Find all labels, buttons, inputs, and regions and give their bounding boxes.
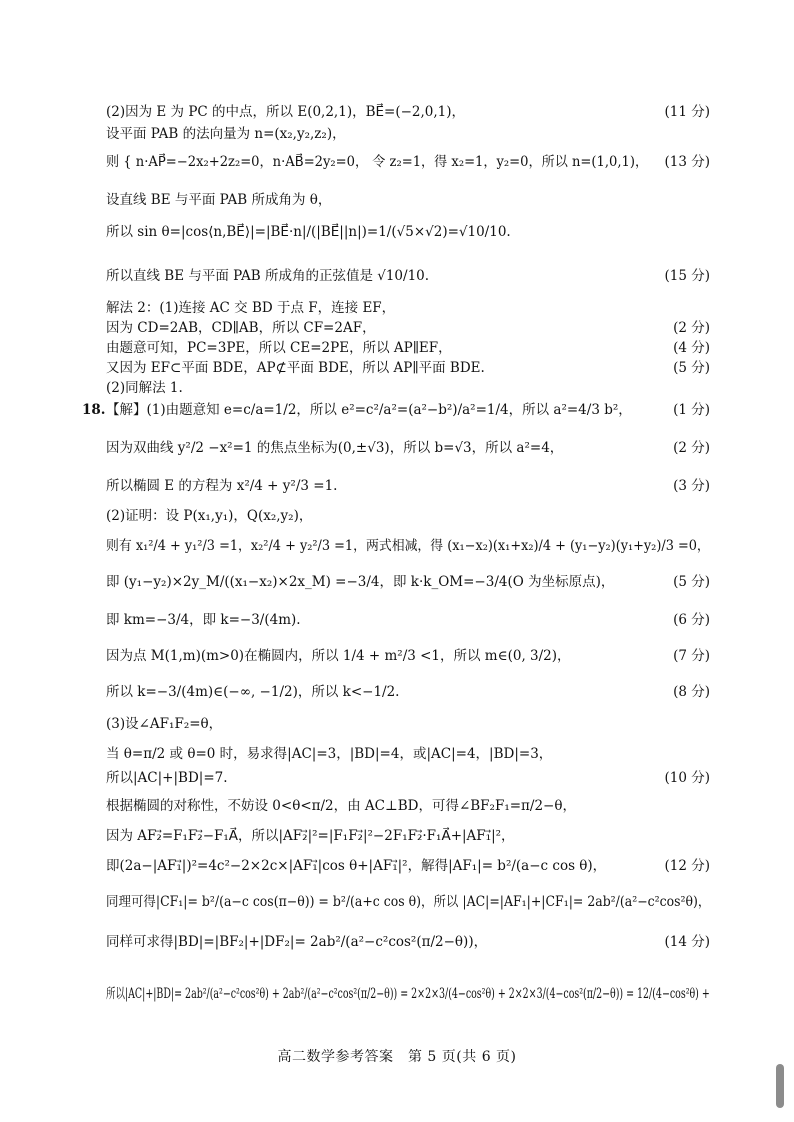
- solution-line: [106, 190, 710, 210]
- line-text: 【解】(1)由题意知 e=c/a=1/2，所以 e²=c²/a²=(a²−b²)/a²=1/4，所以 a²=4/3 b²，: [106, 402, 632, 418]
- line-text: 设直线 BE 与平面 PAB 所成角为 θ，: [106, 192, 332, 208]
- score-label: (14 分): [664, 934, 710, 950]
- solution-line: [106, 646, 710, 666]
- line-text: 即(2a−|AF₁⃗|)²=4c²−2×2c×|AF₁⃗|cos θ+|AF₁⃗|²，解得|AF₁|= b²/(a−c cos θ)，: [106, 858, 607, 874]
- line-text: 则 { n·AP⃗=−2x₂+2z₂=0，n·AB⃗=2y₂=0， 令 z₂=1，得 x₂=1，y₂=0，所以 n=(1,0,1)，: [106, 154, 649, 170]
- solution-line: [106, 768, 710, 788]
- line-text: 因为 AF₂⃗=F₁F₂⃗−F₁A⃗，所以|AF₂⃗|²=|F₁F₂⃗|²−2F₁F₂⃗·F₁A⃗+|AF₁⃗|²，: [106, 828, 515, 844]
- page-footer: 高二数学参考答案 第 5 页(共 6 页): [277, 1049, 517, 1065]
- solution-line: [106, 682, 710, 702]
- line-text: (2)同解法 1.: [106, 380, 183, 396]
- line-text: 即 km=−3/4，即 k=−3/(4m).: [106, 612, 301, 628]
- solution-line: [106, 338, 710, 358]
- line-text: 所以|AC|+|BD|= 2ab²/(a²−c²cos²θ) + 2ab²/(a²−c²cos²(π/2−θ)) = 2×2×3/(4−cos²θ) + 2×2×3/(4−cos²(π/2−θ)) = 12/(4−cos²θ) +: [106, 986, 710, 1002]
- solution-line: [106, 438, 710, 458]
- score-label: (10 分): [664, 770, 710, 786]
- solution-line: [106, 572, 710, 592]
- score-label: (3 分): [673, 478, 710, 494]
- line-text: 所以椭圆 E 的方程为 x²/4 + y²/3 =1.: [106, 478, 338, 494]
- score-label: (5 分): [673, 574, 710, 590]
- solution-line: [106, 892, 710, 912]
- scrollbar[interactable]: [776, 1064, 784, 1108]
- score-label: (2 分): [673, 440, 710, 456]
- score-label: (13 分): [664, 154, 710, 170]
- line-text: 因为 CD=2AB，CD∥AB，所以 CF=2AF，: [106, 320, 376, 336]
- line-text: 所以直线 BE 与平面 PAB 所成角的正弦值是 √10/10.: [106, 268, 430, 284]
- line-text: 同理可得|CF₁|= b²/(a−c cos(π−θ)) = b²/(a+c cos θ)，所以 |AC|=|AF₁|+|CF₁|= 2ab²/(a²−c²cos²θ)，: [106, 894, 711, 910]
- solution-line: [106, 102, 710, 122]
- solution-line: [106, 476, 710, 496]
- line-text: 当 θ=π/2 或 θ=0 时，易求得|AC|=3，|BD|=4，或|AC|=4，|BD|=3，: [106, 746, 553, 762]
- question-number: 18.: [82, 402, 106, 418]
- score-label: (6 分): [673, 612, 710, 628]
- line-text: (2)因为 E 为 PC 的中点，所以 E(0,2,1)，BE⃗=(−2,0,1)，: [106, 104, 466, 120]
- solution-line: [106, 152, 710, 172]
- line-text: 设平面 PAB 的法向量为 n=(x₂,y₂,z₂)，: [106, 126, 346, 142]
- score-label: (12 分): [664, 858, 710, 874]
- solution-line: [106, 506, 710, 526]
- solution-line: [106, 984, 710, 1004]
- score-label: (15 分): [664, 268, 710, 284]
- solution-line: [106, 318, 710, 338]
- line-text: 又因为 EF⊂平面 BDE，AP⊄平面 BDE，所以 AP∥平面 BDE.: [106, 360, 485, 376]
- line-text: 同样可求得|BD|=|BF₂|+|DF₂|= 2ab²/(a²−c²cos²(π/2−θ))，: [106, 934, 488, 950]
- solution-line: [106, 298, 710, 318]
- solution-line: [106, 266, 710, 286]
- solution-line: [106, 744, 710, 764]
- line-text: 解法 2：(1)连接 AC 交 BD 于点 F，连接 EF，: [106, 300, 396, 316]
- line-text: (2)证明：设 P(x₁,y₁)，Q(x₂,y₂)，: [106, 508, 313, 524]
- line-text: 由题意可知，PC=3PE，所以 CE=2PE，所以 AP∥EF，: [106, 340, 452, 356]
- solution-line: [106, 796, 710, 816]
- line-text: 所以 sin θ=|cos⟨n,BE⃗⟩|=|BE⃗·n|/(|BE⃗||n|)=1/(√5×√2)=√10/10.: [106, 224, 511, 240]
- line-text: 则有 x₁²/4 + y₁²/3 =1，x₂²/4 + y₂²/3 =1，两式相减，得 (x₁−x₂)(x₁+x₂)/4 + (y₁−y₂)(y₁+y₂)/3 =0，: [106, 538, 710, 554]
- line-text: 因为双曲线 y²/2 −x²=1 的焦点坐标为(0,±√3)，所以 b=√3，所以 a²=4，: [106, 440, 564, 456]
- line-text: 因为点 M(1,m)(m>0)在椭圆内，所以 1/4 + m²/3 <1，所以 m∈(0, 3/2)，: [106, 648, 571, 664]
- solution-line: [106, 222, 710, 242]
- solution-line: [106, 714, 710, 734]
- line-text: 所以|AC|+|BD|=7.: [106, 770, 228, 786]
- solution-line: [106, 378, 710, 398]
- line-text: (3)设∠AF₁F₂=θ，: [106, 716, 223, 732]
- solution-line: [106, 826, 710, 846]
- score-label: (8 分): [673, 684, 710, 700]
- solution-line: [82, 400, 710, 420]
- score-label: (2 分): [673, 320, 710, 336]
- solution-line: [106, 358, 710, 378]
- score-label: (7 分): [673, 648, 710, 664]
- line-text: 所以 k=−3/(4m)∈(−∞, −1/2)，所以 k<−1/2.: [106, 684, 400, 700]
- solution-line: [106, 856, 710, 876]
- line-text: 根据椭圆的对称性，不妨设 0<θ<π/2，由 AC⊥BD，可得∠BF₂F₁=π/2−θ，: [106, 798, 577, 814]
- score-label: (11 分): [664, 104, 710, 120]
- solution-line: [106, 932, 710, 952]
- score-label: (5 分): [673, 360, 710, 376]
- solution-line: [106, 610, 710, 630]
- solution-line: [106, 124, 710, 144]
- score-label: (1 分): [673, 402, 710, 418]
- solution-line: [106, 536, 710, 556]
- line-text: 即 (y₁−y₂)×2y_M/((x₁−x₂)×2x_M) =−3/4，即 k·k_OM=−3/4(O 为坐标原点)，: [106, 574, 615, 590]
- score-label: (4 分): [673, 340, 710, 356]
